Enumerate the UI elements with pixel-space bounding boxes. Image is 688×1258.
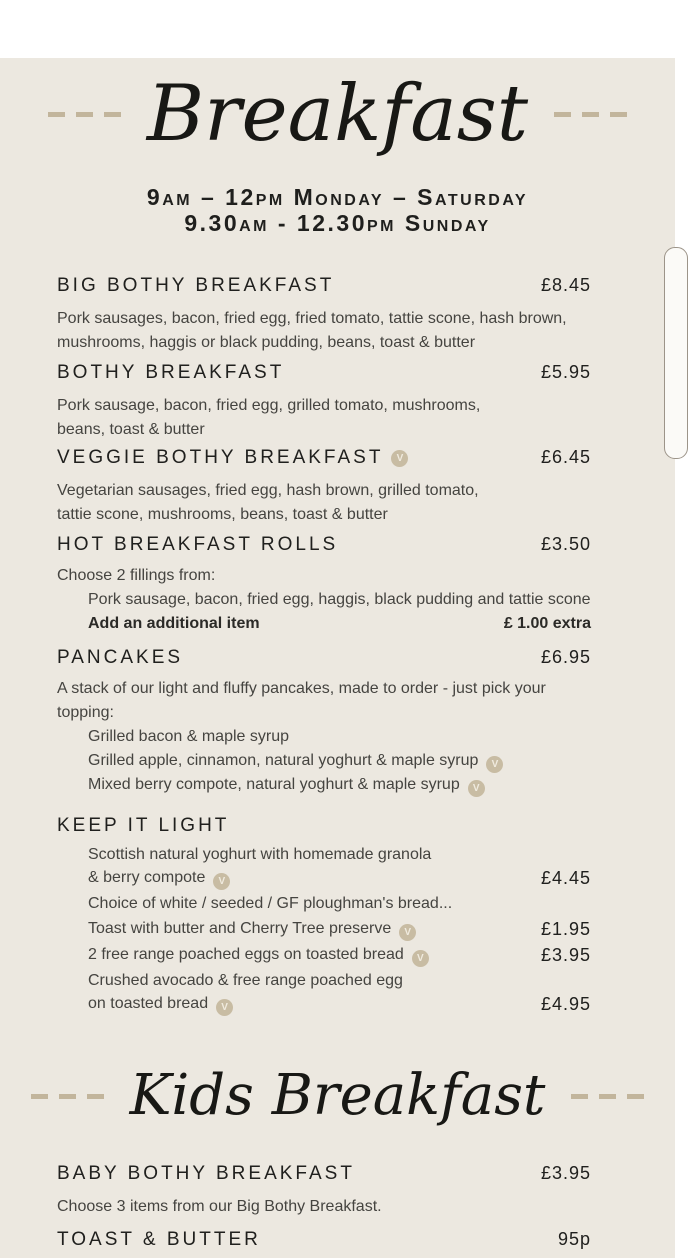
veg-badge: V bbox=[468, 780, 485, 797]
kids-menu-body bbox=[0, 1162, 675, 1251]
item-intro: A stack of our light and fluffy pancakes, made to order - just pick your topping: bbox=[57, 680, 546, 721]
desc-line: beans, toast & butter bbox=[57, 421, 205, 438]
desc-line: mushrooms, haggis or black pudding, beans, toast & butter bbox=[57, 334, 476, 351]
item-name: TOAST & BUTTER bbox=[57, 1229, 261, 1250]
light-entry bbox=[88, 843, 591, 890]
entry-line: on toasted bread bbox=[88, 995, 209, 1012]
menu-item-big-bothy bbox=[57, 274, 591, 297]
desc-line: Pork sausages, bacon, fried egg, fried tomato, tattie scone, hash brown, bbox=[57, 310, 567, 327]
item-price: £6.95 bbox=[540, 647, 591, 667]
entry-line: Choice of white / seeded / GF ploughman's bread... bbox=[88, 895, 453, 912]
addon-label: Add an additional item bbox=[88, 615, 260, 632]
item-name: PANCAKES bbox=[57, 647, 184, 668]
item-intro: Choose 2 fillings from: bbox=[57, 567, 216, 584]
item-description bbox=[57, 307, 591, 355]
topping-option: Grilled apple, cinnamon, natural yoghurt & maple syrup V bbox=[57, 749, 591, 773]
hours-line-2: 9.30am - 12.30pm Sunday bbox=[184, 210, 491, 236]
item-name: BIG BOTHY BREAKFAST bbox=[57, 275, 335, 296]
item-description bbox=[57, 479, 591, 527]
light-entry bbox=[88, 943, 591, 967]
desc-line: Pork sausage, bacon, fried egg, grilled tomato, mushrooms, bbox=[57, 397, 481, 414]
veg-badge: V bbox=[391, 450, 408, 467]
desc-line: tattie scone, mushrooms, beans, toast & butter bbox=[57, 506, 388, 523]
addon-row bbox=[57, 612, 591, 636]
kids-breakfast-title: Kids Breakfast bbox=[129, 1063, 546, 1128]
menu-item-bothy bbox=[57, 361, 591, 384]
menu-item-veggie-bothy bbox=[57, 446, 591, 469]
section-keep-it-light bbox=[57, 815, 591, 837]
item-description: Choose 3 items from our Big Bothy Breakfast. bbox=[57, 1198, 382, 1215]
item-description bbox=[57, 394, 591, 442]
divider-dashes-left bbox=[48, 112, 121, 117]
hours-line-1: 9am – 12pm Monday – Saturday bbox=[146, 184, 529, 210]
entry-line: 2 free range poached eggs on toasted bread bbox=[88, 946, 404, 963]
item-name: VEGGIE BOTHY BREAKFAST bbox=[57, 447, 384, 468]
section-heading: KEEP IT LIGHT bbox=[57, 815, 230, 836]
menu-body bbox=[0, 274, 675, 1016]
item-price: £3.95 bbox=[540, 1163, 591, 1183]
entry-line: Crushed avocado & free range poached egg bbox=[88, 972, 403, 989]
scrollbar-thumb[interactable] bbox=[664, 247, 688, 459]
entry-price: £1.95 bbox=[540, 919, 591, 939]
item-price: £3.50 bbox=[540, 534, 591, 554]
item-price: £8.45 bbox=[540, 275, 591, 295]
divider-dashes-left bbox=[31, 1094, 104, 1099]
veg-badge: V bbox=[412, 950, 429, 967]
veg-badge: V bbox=[216, 999, 233, 1016]
light-entry bbox=[88, 969, 591, 1016]
keep-it-light-entries bbox=[57, 843, 591, 1016]
breakfast-title-row bbox=[0, 58, 675, 170]
topping-option: Grilled bacon & maple syrup bbox=[88, 728, 289, 745]
menu-item-hot-rolls bbox=[57, 533, 591, 556]
light-entry bbox=[88, 892, 591, 915]
veg-badge: V bbox=[486, 756, 503, 773]
entry-price: £3.95 bbox=[540, 945, 591, 965]
item-price: £5.95 bbox=[540, 362, 591, 382]
item-name: BABY BOTHY BREAKFAST bbox=[57, 1163, 355, 1184]
divider-dashes-right bbox=[554, 112, 627, 117]
breakfast-title: Breakfast bbox=[146, 69, 529, 159]
entry-line: & berry compote bbox=[88, 869, 206, 886]
desc-line: Vegetarian sausages, fried egg, hash brown, grilled tomato, bbox=[57, 482, 479, 499]
item-name: HOT BREAKFAST ROLLS bbox=[57, 534, 339, 555]
item-price: 95p bbox=[557, 1229, 591, 1249]
veg-badge: V bbox=[399, 924, 416, 941]
menu-item-toast-butter bbox=[57, 1228, 591, 1251]
item-price: £6.45 bbox=[540, 447, 591, 467]
menu-item-baby-bothy bbox=[57, 1162, 591, 1185]
entry-price: £4.95 bbox=[540, 994, 591, 1014]
kids-title-row bbox=[0, 1046, 675, 1146]
menu-item-pancakes bbox=[57, 646, 591, 669]
divider-dashes-right bbox=[571, 1094, 644, 1099]
entry-price: £4.45 bbox=[540, 868, 591, 888]
opening-hours bbox=[0, 184, 675, 236]
fillings-option: Pork sausage, bacon, fried egg, haggis, black pudding and tattie scone bbox=[88, 591, 591, 608]
veg-badge: V bbox=[213, 873, 230, 890]
breakfast-menu-page bbox=[0, 58, 675, 1258]
topping-option: Mixed berry compote, natural yoghurt & maple syrup V bbox=[57, 773, 591, 797]
item-name: BOTHY BREAKFAST bbox=[57, 362, 285, 383]
light-entry bbox=[88, 917, 591, 941]
entry-line: Toast with butter and Cherry Tree preserve bbox=[88, 920, 392, 937]
addon-price: £ 1.00 extra bbox=[503, 615, 591, 632]
entry-line: Scottish natural yoghurt with homemade granola bbox=[88, 846, 432, 863]
